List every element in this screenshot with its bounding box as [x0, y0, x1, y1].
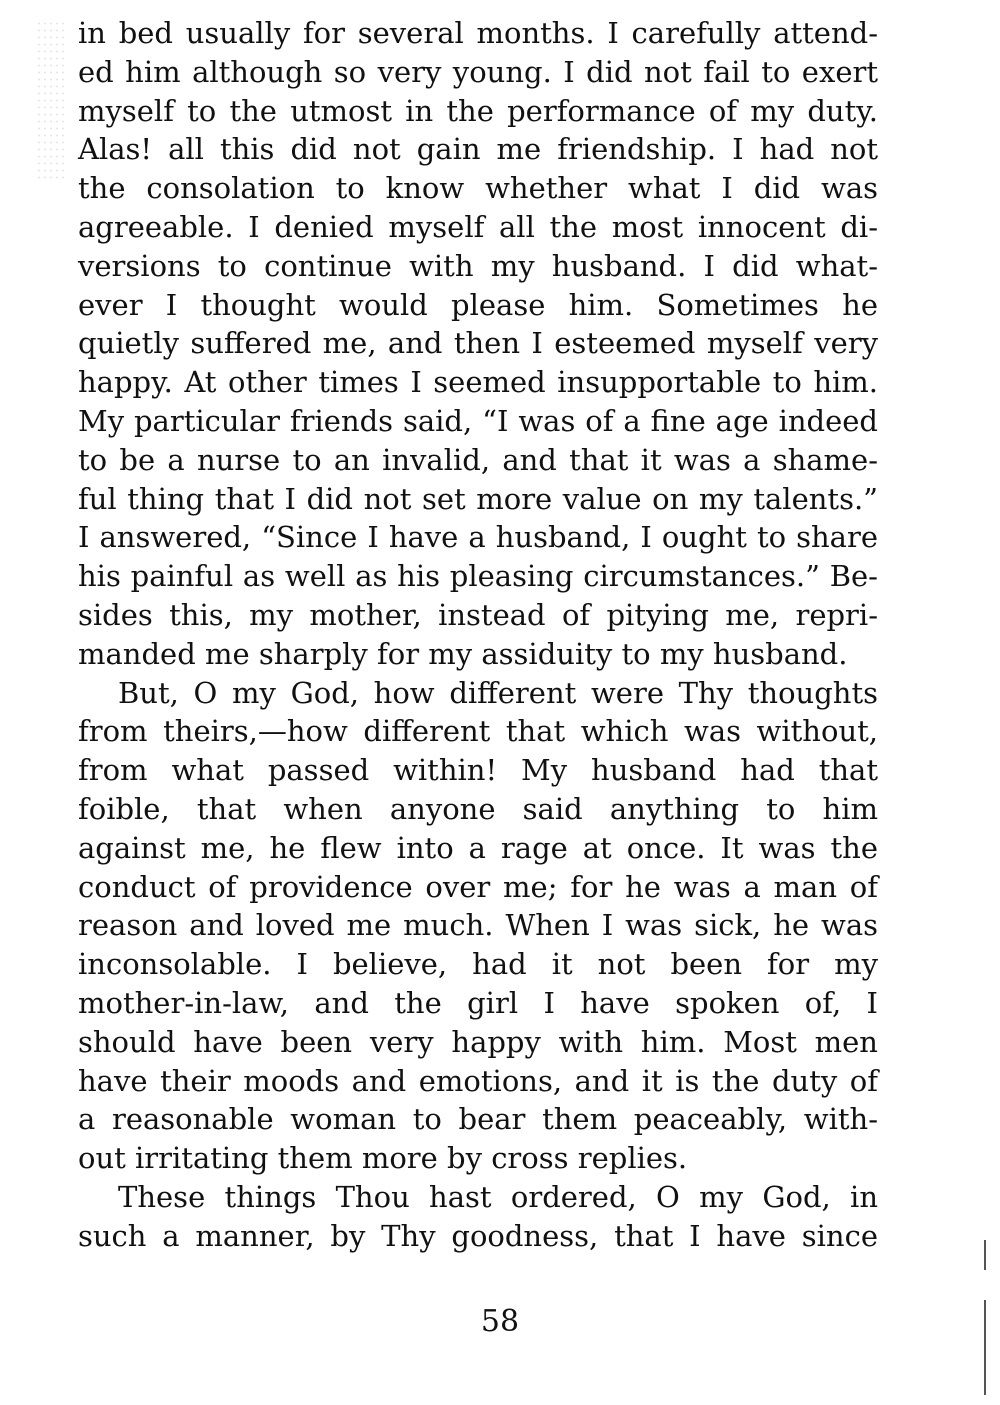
- text-line: happy. At other times I seemed insupportable to him.: [78, 365, 878, 400]
- text-line: mother-in-law, and the girl I have spoken of, I: [78, 985, 878, 1020]
- page-number: 58: [480, 1304, 520, 1339]
- text-line: the consolation to know whether what I did was: [78, 171, 878, 206]
- text-line: should have been very happy with him. Most men: [78, 1024, 878, 1059]
- text-line: ful thing that I did not set more value on my talents.”: [78, 481, 878, 516]
- text-line: But, O my God, how different were Thy thoughts: [118, 675, 878, 710]
- text-line: reason and loved me much. When I was sick, he was: [78, 908, 878, 943]
- text-line: myself to the utmost in the performance of my duty.: [78, 93, 878, 128]
- body-text: [78, 14, 878, 1256]
- text-line: a reasonable woman to bear them peaceably, with-: [78, 1102, 878, 1137]
- scan-speckle: [36, 20, 66, 180]
- text-line: manded me sharply for my assiduity to my husband.: [78, 636, 848, 671]
- text-line: inconsolable. I believe, had it not been for my: [78, 947, 878, 982]
- text-line: have their moods and emotions, and it is the duty of: [78, 1063, 878, 1098]
- text-line: in bed usually for several months. I carefully attend-: [78, 16, 878, 50]
- text-line: My particular friends said, “I was of a fine age indeed: [78, 403, 878, 438]
- text-line: foible, that when anyone said anything to him: [78, 791, 878, 826]
- text-line: sides this, my mother, instead of pitying me, repri-: [78, 597, 878, 632]
- text-line: his painful as well as his pleasing circumstances.” Be-: [78, 559, 878, 594]
- scan-edge-mark: [984, 1240, 986, 1270]
- text-line: ed him although so very young. I did not fail to exert: [78, 54, 878, 89]
- scan-edge-mark: [984, 1300, 986, 1395]
- text-line: from theirs,—how different that which was without,: [78, 714, 878, 749]
- text-line: from what passed within! My husband had that: [78, 753, 878, 788]
- text-line: out irritating them more by cross replies.: [78, 1141, 688, 1176]
- text-line: These things Thou hast ordered, O my God, in: [118, 1179, 878, 1214]
- text-line: I answered, “Since I have a husband, I ought to share: [78, 520, 878, 555]
- text-line: versions to continue with my husband. I did what-: [78, 248, 878, 283]
- text-line: to be a nurse to an invalid, and that it was a shame-: [78, 442, 878, 477]
- text-line: such a manner, by Thy goodness, that I have since: [78, 1218, 878, 1253]
- text-line: Alas! all this did not gain me friendship. I had not: [78, 132, 878, 167]
- text-line: conduct of providence over me; for he was a man of: [78, 869, 878, 904]
- text-line: ever I thought would please him. Sometimes he: [78, 287, 878, 322]
- text-line: agreeable. I denied myself all the most innocent di-: [78, 209, 878, 244]
- text-line: quietly suffered me, and then I esteemed myself very: [78, 326, 878, 361]
- text-line: against me, he flew into a rage at once. It was the: [78, 830, 878, 865]
